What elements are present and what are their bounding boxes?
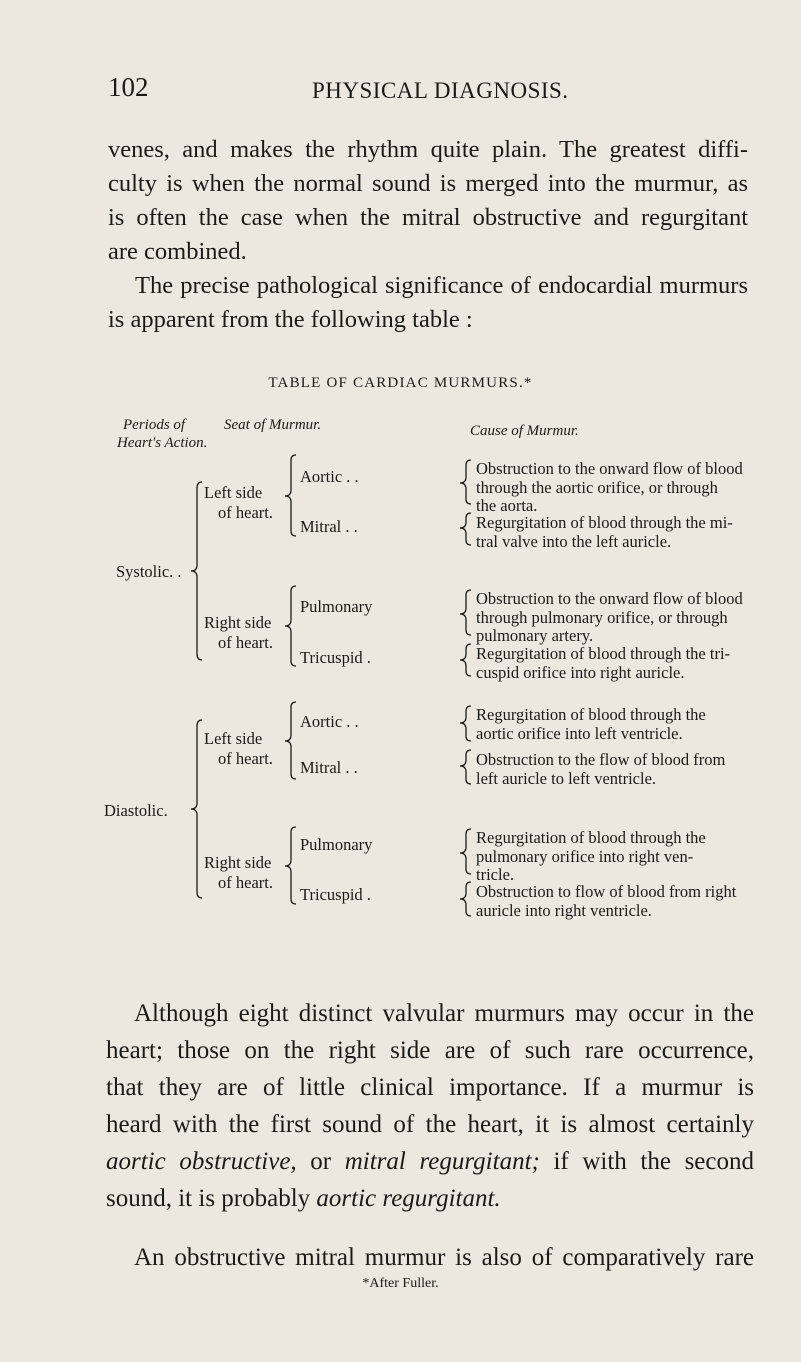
dia-tricuspid: Tricuspid . — [300, 885, 371, 904]
text-line: The precise pathological significance of endocardial murmurs — [135, 272, 748, 299]
cause-line: pulmonary orifice into right ven- — [476, 846, 694, 866]
text-line: An obstructive mitral murmur is also of comparatively rare — [134, 1244, 754, 1271]
sys-mitral: Mitral . . — [300, 517, 358, 536]
cause-line: Regurgitation of blood through the — [476, 705, 706, 724]
page-number: 102 — [108, 72, 149, 102]
text-line: is often the case when the mitral obstructive and regurgitant — [108, 204, 748, 231]
sys-aortic: Aortic . . — [300, 467, 359, 486]
sys-aortic-cause-brace — [460, 460, 471, 504]
emphasis: aortic obstructive, — [106, 1148, 297, 1175]
cause-line: through the aortic orifice, or through — [476, 477, 718, 497]
text-fragment: sound, it is probably — [106, 1185, 317, 1212]
text-fragment: if with the second — [539, 1148, 754, 1175]
cause-line: the aorta. — [476, 496, 538, 515]
text-line — [106, 1180, 754, 1217]
text-line: is apparent from the following table : — [108, 306, 473, 333]
paragraph-4 — [106, 1239, 754, 1276]
cause-line: tral valve into the left auricle. — [476, 531, 672, 551]
cause-line: Regurgitation of blood through the — [476, 828, 706, 847]
paragraph-3 — [106, 995, 754, 1217]
sys-tricuspid-cause — [476, 645, 776, 682]
dia-tric-cause-brace — [460, 882, 471, 916]
dia-aortic-cause-brace — [460, 706, 471, 741]
header-seat: Seat of Murmur. — [224, 417, 322, 433]
text-line: heard with the first sound of the heart, it is almost certainly — [106, 1111, 754, 1138]
diastolic-brace — [191, 720, 202, 898]
dia-mitral: Mitral . . — [300, 758, 358, 777]
sys-right-side-line2: of heart. — [218, 633, 273, 652]
cause-line: Regurgitation of blood through the mi- — [476, 513, 733, 532]
cause-line: cuspid orifice into right auricle. — [476, 662, 685, 682]
sys-pulm-cause-brace — [460, 590, 471, 635]
sys-tric-cause-brace — [460, 644, 471, 676]
sys-left-side-line2: of heart. — [218, 503, 273, 522]
sys-aortic-cause — [476, 460, 776, 516]
text-fragment: or — [296, 1148, 345, 1175]
dia-left-side-line1: Left side — [204, 729, 263, 748]
text-line — [106, 1143, 754, 1180]
dia-right-side-line2: of heart. — [218, 873, 273, 892]
table-title: TABLE OF CARDIAC MURMURS.* — [268, 375, 533, 391]
cause-line: auricle into right ventricle. — [476, 900, 652, 920]
diastolic-left-brace — [285, 702, 296, 779]
dia-aortic-cause — [476, 706, 776, 743]
footnote: *After Fuller. — [362, 1276, 439, 1291]
dia-mitral-cause-brace — [460, 750, 471, 784]
sys-tricuspid: Tricuspid . — [300, 648, 371, 667]
systolic-brace — [191, 482, 202, 660]
cause-line: Obstruction to flow of blood from right — [476, 882, 737, 901]
cause-line: Obstruction to the flow of blood from — [476, 750, 726, 769]
dia-tricuspid-cause — [476, 883, 776, 920]
diastolic-right-brace — [285, 827, 296, 904]
cause-line: pulmonary artery. — [476, 626, 594, 645]
cause-line: aortic orifice into left ventricle. — [476, 723, 683, 743]
cause-line: through pulmonary orifice, or through — [476, 607, 728, 627]
cause-line: Obstruction to the onward flow of blood — [476, 589, 743, 608]
text-line: venes, and makes the rhythm quite plain. The greatest diffi- — [108, 136, 748, 163]
text-line: are combined. — [108, 238, 247, 265]
dia-aortic: Aortic . . — [300, 712, 359, 731]
dia-left-side-line2: of heart. — [218, 749, 273, 768]
dia-pulm-cause-brace — [460, 829, 471, 874]
systolic-right-brace — [285, 586, 296, 666]
emphasis: mitral regurgitant; — [344, 1148, 540, 1175]
cause-line: tricle. — [476, 865, 515, 884]
sys-mitral-cause-brace — [460, 513, 471, 545]
cause-line: left auricle to left ventricle. — [476, 768, 657, 788]
cause-line: Regurgitation of blood through the tri- — [476, 644, 731, 663]
dia-pulmonary: Pulmonary — [300, 835, 373, 854]
cause-line: Obstruction to the onward flow of blood — [476, 459, 743, 478]
period-systolic: Systolic. . — [116, 562, 182, 581]
text-line: heart; those on the right side are of such rare occurrence, — [106, 1037, 754, 1064]
running-head: PHYSICAL DIAGNOSIS. — [312, 78, 569, 103]
emphasis: aortic regurgitant. — [316, 1185, 501, 1212]
header-periods-line1: Periods of — [123, 417, 186, 433]
text-line: culty is when the normal sound is merged into the murmur, as — [108, 170, 748, 197]
header-periods-line2: Heart's Action. — [117, 435, 208, 451]
sys-pulmonary: Pulmonary — [300, 597, 373, 616]
sys-mitral-cause — [476, 514, 776, 551]
text-line: that they are of little clinical importance. If a murmur is — [106, 1074, 754, 1101]
sys-pulmonary-cause — [476, 590, 776, 646]
dia-pulmonary-cause — [476, 829, 776, 885]
sys-right-side-line1: Right side — [204, 613, 272, 632]
dia-mitral-cause — [476, 751, 776, 788]
systolic-left-brace — [285, 455, 296, 536]
text-line: Although eight distinct valvular murmurs may occur in the — [134, 1000, 754, 1027]
dia-right-side-line1: Right side — [204, 853, 272, 872]
period-diastolic: Diastolic. — [104, 801, 168, 820]
header-cause: Cause of Murmur. — [470, 423, 579, 439]
sys-left-side-line1: Left side — [204, 483, 263, 502]
